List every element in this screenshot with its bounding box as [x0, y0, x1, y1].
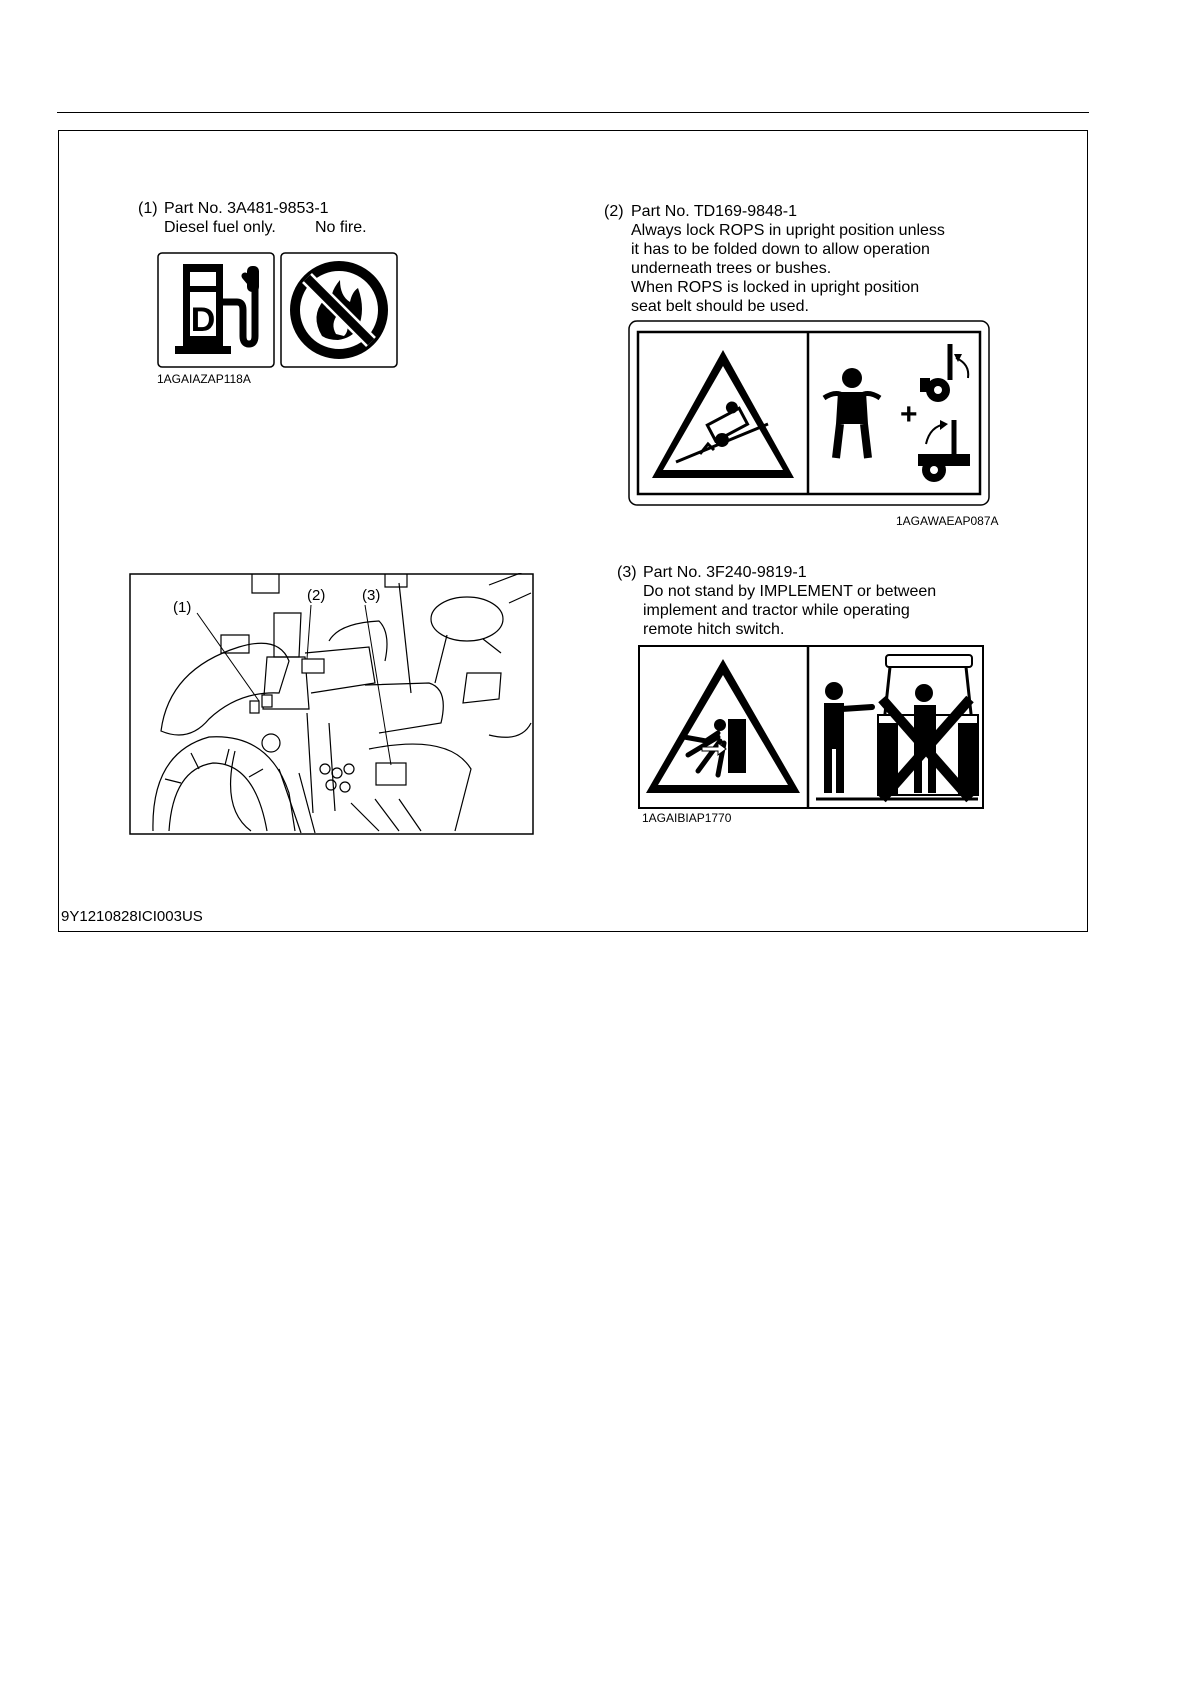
no-fire-icon — [280, 252, 398, 368]
label-3-text-line: implement and tractor while operating — [643, 602, 910, 619]
figure-callout-2: (2) — [307, 587, 326, 604]
label-1-text-a: Diesel fuel only. — [164, 219, 276, 236]
label-2-text-line: When ROPS is locked in upright position — [631, 279, 920, 296]
tractor-location-figure — [129, 573, 534, 835]
fuel-pump-icon — [157, 252, 275, 368]
label-2-text-line: Always lock ROPS in upright position unless — [631, 222, 945, 239]
label-1-number: (1) — [138, 200, 158, 217]
document-code: 9Y1210828ICI003US — [61, 908, 203, 925]
label-3-number: (3) — [617, 564, 637, 581]
label-1-part-number: Part No. 3A481-9853-1 — [164, 200, 329, 217]
svg-text:D: D — [190, 301, 216, 339]
label-2-text-line: underneath trees or bushes. — [631, 260, 832, 277]
label-3-text-line: Do not stand by IMPLEMENT or between — [643, 583, 937, 600]
label-3-text-line: remote hitch switch. — [643, 621, 785, 638]
label-3-sticker — [638, 645, 984, 809]
figure-callout-3: (3) — [362, 587, 381, 604]
label-3-code: 1AGAIBIAP1770 — [642, 811, 732, 825]
label-2-text-line: it has to be folded down to allow operation — [631, 241, 930, 258]
label-2-part-number: Part No. TD169-9848-1 — [631, 203, 798, 220]
label-2-code: 1AGAWAEAP087A — [896, 514, 999, 528]
label-2-text-line: seat belt should be used. — [631, 298, 809, 315]
label-3-part-number: Part No. 3F240-9819-1 — [643, 564, 807, 581]
label-2-number: (2) — [604, 203, 624, 220]
svg-text:+: + — [900, 398, 918, 431]
label-1-code: 1AGAIAZAP118A — [157, 372, 251, 386]
figure-callout-1: (1) — [173, 599, 192, 616]
label-2-sticker — [628, 320, 990, 506]
header-rule — [57, 112, 1089, 113]
label-1-text-b: No fire. — [315, 219, 367, 236]
